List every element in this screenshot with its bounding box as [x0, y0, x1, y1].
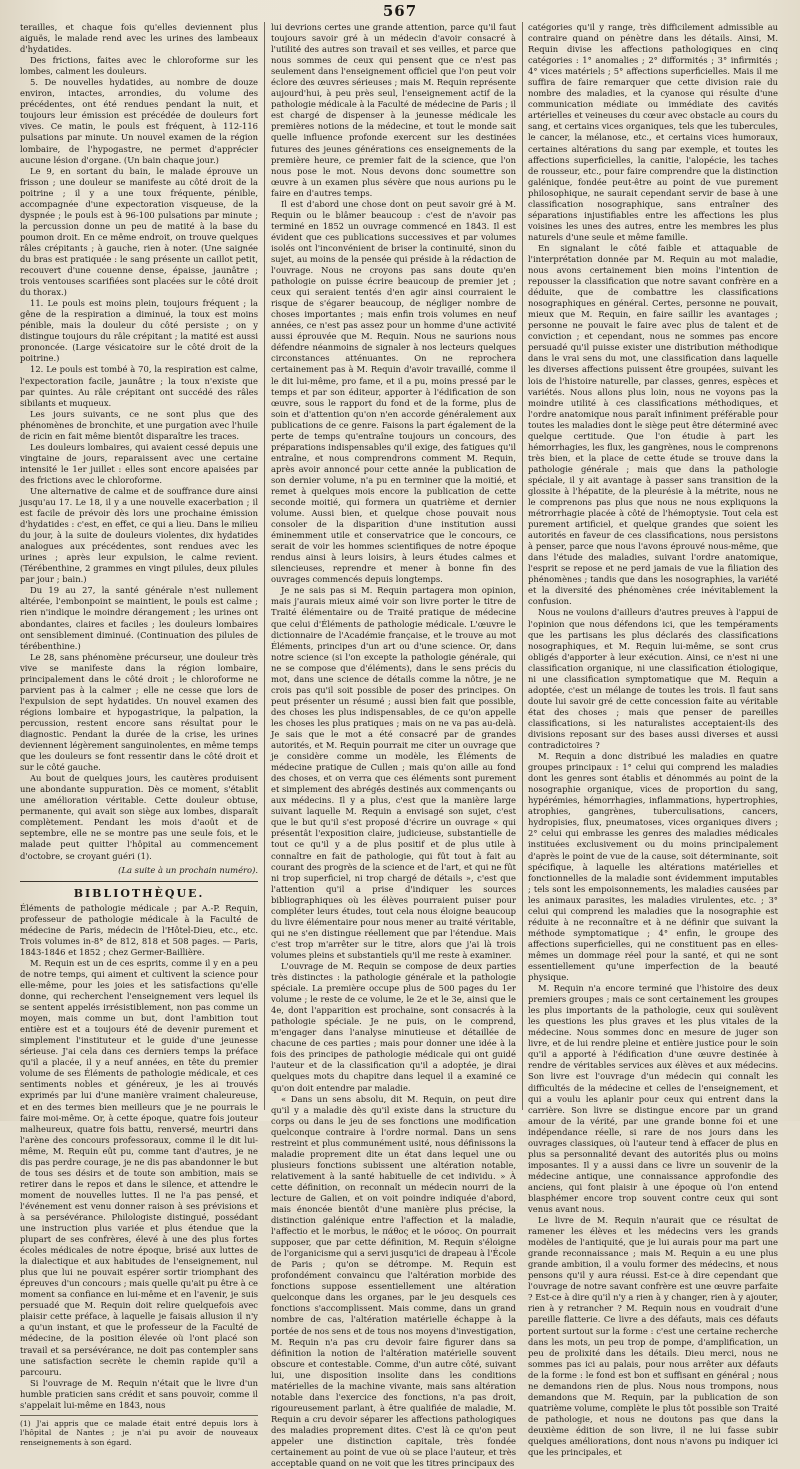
column-3 — [528, 22, 778, 1458]
case-paragraph: terailles, et chaque fois qu'elles deviennent plus aiguës, le malade rend avec les urines des lambeaux d'hydatides. — [20, 22, 258, 55]
continuation-note: (La suite à un prochain numéro). — [118, 864, 258, 875]
review-paragraph: catégories qu'il y range, très difficilement admissible au contraire quand on pénètre dans les détails. Ainsi, M. Requin divise les affections pathologiques en cinq catégories : 1° anomalies ; 2° difformités ; 3° infirmités ; 4° vices matériels ; 5° affections superficielles. Mais il me suffira de faire remarquer que cette division raie du nombre des maladies, et la cyanose qui résulte d'une communication médiate ou immédiate des cavités artérielles et veineuses du cœur avec obstacle au cours du sang, et certains vices organiques, tels que les tubercules, le cancer, la mélanose, etc., et certains vices humoraux, certaines altérations du sang par exemple, et toutes les affections superficielles, la canitie, l'alopécie, les taches de rousseur, etc., pour faire comprendre que la distinction galénique, fondée peut-être au point de vue purement philosophique, ne saurait cependant servir de base à une classification nosographique, sans entraîner des séparations injustifiables entre les affections les plus voisines les unes des autres, entre les membres les plus naturels d'une seule et même famille. — [528, 22, 778, 242]
review-paragraph: Le livre de M. Requin n'aurait que ce résultat de ramener les élèves et les médecins vers les grands modèles de l'antiquité, que je lui aurais pour ma part une grande reconnaissance ; mais M. Requin a eu une plus grande ambition, il a voulu former des médecins, et nous pensons qu'il y aura réussi. Est-ce à dire cependant que l'ouvrage de notre savant confrère est une œuvre parfaite ? Est-ce à dire qu'il n'y a rien à y changer, rien à y ajouter, rien à y retrancher ? M. Requin nous en voudrait d'une pareille flatterie. Ce livre a des défauts, mais ces défauts portent surtout sur la forme : c'est une certaine recherche dans les mots, un peu trop de pompe, d'amplification, un peu de prolixité dans les détails. Dieu merci, nous ne sommes pas ici au palais, pour nous arrêter aux défauts de la forme : le fond est bon et suffisant en général ; nous ne demandons rien de plus. Nous nous trompons, nous demandons que M. Requin, par la publication de son quatrième volume, complète le plus tôt possible son Traité de pathologie, et nous ne doutons pas que dans la deuxième édition de son livre, il ne lui fasse subir quelques améliorations, dont nous n'avons pu indiquer ici que les principales, et — [528, 1215, 778, 1458]
review-paragraph: Si l'ouvrage de M. Requin n'était que le livre d'un humble praticien sans crédit et sans pouvoir, comme il s'appelait lui-même en 1843, nous — [20, 1377, 258, 1410]
case-paragraph: Le 9, en sortant du bain, le malade éprouve un frisson ; une douleur se manifeste au côté droit de la poitrine ; il y a une toux fréquente, pénible, accompagnée d'une expectoration visqueuse, de la dyspnée ; le pouls est à 96-100 pulsations par minute ; la percussion donne un peu de matité à la base du poumon droit. En ce même endroit, on trouve quelques râles crépitants ; à gauche, rien à noter. (Une saignée du bras est pratiquée : le sang présente un caillot petit, recouvert d'une couenne dense, épaisse, jaunâtre ; trois ventouses scarifiées sont placées sur le côté droit du thorax.) — [20, 165, 258, 298]
review-paragraph: M. Requin est un de ces esprits, comme il y en a peu de notre temps, qui aiment et cultivent la science pour elle-même, pour les joies et les satisfactions qu'elle donne, qui recherchent l'enseignement vers lequel ils se sentent appelés irrésistiblement, non pas comme un moyen, mais comme un but, dont l'ambition tout entière est et a toujours été de devenir purement et simplement l'instituteur et le guide d'une jeunesse sérieuse. J'ai cela dans ces derniers temps la préface qu'il a placée, il y a neuf années, en tête du premier volume de ses Éléments de pathologie médicale, et ces sentiments nobles et généreux, je les ai trouvés exprimés par lui d'une manière vraiment chaleureuse, et en des termes bien meilleurs que je ne pourrais le faire moi-même. Or, à cette époque, quatre fois jouteur malheureux, quatre fois battu, renversé, meurtri dans l'arène des concours professoraux, comme il le dit lui-même, M. Requin eût pu, comme tant d'autres, je ne dis pas perdre courage, je ne dis pas abandonner le but de tous ses désirs et de toute son ambition, mais se retirer dans le repos et dans le silence, et attendre le moment de nouvelles luttes. Il ne l'a pas pensé, et l'événement est venu donner raison à ses prévisions et à sa persévérance. Philologiste distingué, possédant une instruction plus variée et plus étendue que la plupart de ses confrères, élevé à une des plus fortes écoles médicales de notre époque, brisé aux luttes de la dialectique et aux habitudes de l'enseignement, nul plus que lui ne pouvait espérer sortir triomphant des épreuves d'un concours ; mais quelle qu'ait pu être à ce moment sa confiance en lui-même et en l'avenir, je suis persuadé que M. Requin doit relire quelquefois avec plaisir cette préface, à laquelle je faisais allusion il n'y a qu'un instant, et que le professeur de la Faculté de médecine, de la position élevée où l'ont placé son travail et sa persévérance, ne doit pas contempler sans une satisfaction secrète le chemin rapide qu'il a parcouru. — [20, 957, 258, 1377]
case-paragraph: Les jours suivants, ce ne sont plus que des phénomènes de bronchite, et une purgation avec l'huile de ricin en fait même bientôt disparaître les traces. — [20, 408, 258, 441]
footnote: (1) J'ai appris que ce malade était entré depuis lors à l'hôpital de Nantes ; je n'ai pu avoir de nouveaux renseignements à son égard. — [20, 1415, 258, 1448]
review-paragraph: M. Requin n'a encore terminé que l'histoire des deux premiers groupes ; mais ce sont certainement les groupes les plus importants de la pathologie, ceux qui soulèvent les questions les plus graves et les plus vitales de la médecine. Nous sommes donc en mesure de juger son livre, et de lui rendre pleine et entière justice pour le soin qu'il a apporté à l'édification d'une œuvre destinée à rendre de véritables services aux élèves et aux médecins. Son livre est l'ouvrage d'un médecin qui connaît les difficultés de la médecine et celles de l'enseignement, et qui a voulu les aplanir pour ceux qui entrent dans la carrière. Son livre se distingue encore par un grand amour de la vérité, par une grande bonne foi et une indépendance réelle, si rare de nos jours dans les ouvrages classiques, où l'auteur tend à effacer de plus en plus sa personnalité devant des autorités plus ou moins imposantes. Il y a aussi dans ce livre un souvenir de la médecine antique, une connaissance approfondie des anciens, qui font plaisir à une époque où l'on entend blasphémer encore trop souvent contre ceux qui sont venus avant nous. — [528, 983, 778, 1215]
case-paragraph: Du 19 au 27, la santé générale n'est nullement altérée, l'embonpoint se maintient, le pouls est calme ; rien n'indique le moindre dérangement ; les urines ont abondantes, claires et faciles ; les douleurs lombaires ont sensiblement diminué. (Continuation des pilules de térébenthine.) — [20, 585, 258, 651]
review-paragraph: M. Requin a donc distribué les maladies en quatre groupes principaux : 1° celui qui comprend les maladies dont les genres sont établis et dénommés au point de la nosographie organique, vices de proportion du sang, hypérémies, hémorrhagies, inflammations, hypertrophies, atrophies, gangrènes, tuberculisations, cancers, hydropisies, flux, pneumatoses, vices organiques divers ; 2° celui qui embrasse les genres des maladies médicales instituées exclusivement ou du moins principalement d'après le point de vue de la cause, soit déterminante, soit spécifique, à laquelle les altérations matérielles et fonctionnelles de la maladie sont évidemment imputables ; tels sont les empoisonnements, les maladies causées par les animaux parasites, les maladies virulentes, etc. ; 3° celui qui comprend les maladies que la nosographie est réduite à ne reconnaître et à ne définir que suivant la méthode symptomatique ; 4° enfin, le groupe des affections superficielles, qui ne constituent pas en elles-mêmes un dommage réel pour la santé, et qui ne sont essentiellement qu'une imperfection de la beauté physique. — [528, 751, 778, 983]
column-rule-left — [264, 22, 265, 1110]
review-paragraph: Nous ne voulons d'ailleurs d'autres preuves à l'appui de l'opinion que nous défendons ici, que les tempéraments que les partisans les plus déclarés des classifications nosographiques, et M. Requin lui-même, se sont crus obligés d'apporter à leur exécution. Ainsi, ce n'est ni une classification organique, ni une classification étiologique, ni une classification symptomatique que M. Requin a adoptée, c'est un mélange de toutes les trois. Il faut sans doute lui savoir gré de cette concession faite au véritable état des choses ; mais que penser de pareilles classifications, si les naturalistes acceptaient-ils des divisions reposant sur des bases aussi diverses et aussi contradictoires ? — [528, 607, 778, 751]
review-heading: Éléments de pathologie médicale ; par A.-P. Requin, professeur de pathologie médicale à la Faculté de médecine de Paris, médecin de l'Hôtel-Dieu, etc., etc. Trois volumes in-8° de 812, 818 et 508 pages. — Paris, 1843-1846 et 1852 ; chez Germer-Baillière. — [20, 902, 258, 957]
review-paragraph: En signalant le côté faible et attaquable de l'interprétation donnée par M. Requin au mot maladie, nous avons certainement bien moins l'intention de repousser la classification que notre savant confrère en a déduite, que de combattre les classifications nosographiques en général. Certes, personne ne pouvait, mieux que M. Requin, en faire saillir les avantages ; personne ne pouvait le faire avec plus de talent et de conviction ; et cependant, nous ne sommes pas encore persuadé qu'il puisse exister une distribution méthodique dans le vrai sens du mot, une classification dans laquelle les diverses affections puissent être groupées, suivant les lois de l'histoire naturelle, par classes, genres, espèces et variétés. Nous allons plus loin, nous ne voyons pas la moindre utilité à ces classifications méthodiques, et l'ordre anatomique nous paraît infiniment préférable pour toutes les maladies dont le siège peut être déterminé avec quelque certitude. Que l'on étudie à part les hémorrhagies, les flux, les gangrènes, nous le comprenons très bien, et la place de cette étude se trouve dans la pathologie générale ; mais que dans la pathologie spéciale, il y ait avantage à passer sans transition de la glossite à l'hépatite, de la pleurésie à la métrite, nous ne le comprenons pas plus que nous ne nous expliquons la métrorrhagie placée à côté de l'hémoptysie. Tout cela est purement artificiel, et quelque grandes que soient les autorités en faveur de ces classifications, nous persistons à penser, parce que nous l'avons éprouvé nous-même, que dans l'étude des maladies, suivant l'ordre anatomique, l'esprit se repose et ne perd jamais de vue la filiation des phénomènes ; tandis que dans les nosographies, la variété et la diversité des phénomènes crée inévitablement la confusion. — [528, 242, 778, 607]
review-paragraph: « Dans un sens absolu, dit M. Requin, on peut dire qu'il y a maladie dès qu'il existe dans la structure du corps ou dans le jeu de ses fonctions une modification quelconque contraire à l'ordre normal. Dans un sens restreint et plus communément usité, nous définissons la maladie proprement dite un état dans lequel une ou plusieurs fonctions subissent une altération notable, relativement à la santé habituelle de cet individu. » À cette définition, on reconnaît un médecin nourri de la lecture de Galien, et on voit poindre indiquée d'abord, mais énoncée bientôt d'une manière plus précise, la distinction galénique entre l'affection et la maladie, l'affectio et le morbus, le πάθος et le νόσος. On pourrait supposer, que par cette définition, M. Requin s'éloigne de l'organicisme qui a servi jusqu'ici de drapeau à l'École de Paris ; qu'on se détrompe. M. Requin est profondément convaincu que l'altération morbide des fonctions suppose essentiellement une altération quelconque dans les organes, par le jeu desquels ces fonctions s'accomplissent. Mais comme, dans un grand nombre de cas, l'altération matérielle échappe à la portée de nos sens et de tous nos moyens d'investigation, M. Requin n'a pas cru devoir faire figurer dans sa définition la notion de l'altération matérielle souvent obscure et contestable. Comme, d'un autre côté, suivant lui, une disposition insolite dans les conditions matérielles de la machine vivante, mais sans altération notable dans l'exercice des fonctions, n'a pas droit, rigoureusement parlant, à être qualifiée de maladie, M. Requin a cru devoir séparer les affections pathologiques des maladies proprement dites. C'est là ce qu'on peut appeler une distinction capitale, très fondée certainement au point de vue où se place l'auteur, et très acceptable quand on ne voit que les titres principaux des — [271, 1093, 516, 1469]
review-paragraph: Il est d'abord une chose dont on peut savoir gré à M. Requin ou le blâmer beaucoup : c'est de n'avoir pas terminé en 1852 un ouvrage commencé en 1843. Il est évident que ces publications successives et par volumes isolés ont l'inconvénient de briser la continuité, sinon du sujet, au moins de la pensée qui préside à la rédaction de l'ouvrage. Nous ne croyons pas sans doute qu'en pathologie on puisse écrire beaucoup de premier jet ; ceux qui seraient tentés d'en agir ainsi courraient le risque de s'égarer beaucoup, de négliger nombre de choses importantes ; mais enfin trois volumes en neuf années, ce n'est pas assez pour un homme d'une activité aussi éprouvée que M. Requin. Nous ne saurions nous défendre néanmoins de signaler à nos lecteurs quelques circonstances atténuantes. On ne reprochera certainement pas à M. Requin d'avoir travaillé, comme il le dit lui-même, pro fame, et il a pu, moins pressé par le temps et par son éditeur, apporter à l'édification de son œuvre, sous le rapport du fond et de la forme, plus de soin et d'attention qu'on n'en accorde généralement aux publications de ce genre. Faisons la part également de la perte de temps qu'entraîne toujours un concours, des préparations indispensables qu'il exige, des fatigues qu'il entraîne, et nous comprendrons comment M. Requin, après avoir annoncé pour cette année la publication de son dernier volume, n'a pu en terminer que la moitié, et remet à quelques mois encore la publication de cette seconde moitié, qui formera un quatrième et dernier volume. Aussi bien, et quelque chose pouvait nous consoler de la disparition d'une institution aussi éminemment utile et conservatrice que le concours, ce serait de voir les hommes scientifiques de notre époque rendus ainsi à leurs loisirs, à leurs études calmes et silencieuses, reprendre et mener à bonne fin des ouvrages commencés depuis longtemps. — [271, 198, 516, 585]
column-1 — [20, 22, 259, 1447]
review-paragraph: L'ouvrage de M. Requin se compose de deux parties très distinctes : la pathologie générale et la pathologie spéciale. La première occupe plus de 500 pages du 1er volume ; le reste de ce volume, le 2e et le 3e, ainsi que le 4e, dont l'apparition est prochaine, sont consacrés à la pathologie spéciale. Je ne puis, on le comprend, m'engager dans l'analyse minutieuse et détaillée de chacune de ces parties ; mais pour donner une idée à la fois des principes de pathologie médicale qui ont guidé l'auteur et de la classification qu'il a adoptée, je dirai quelques mots du chapitre dans lequel il a examiné ce qu'on doit entendre par maladie. — [271, 960, 516, 1093]
column-2 — [271, 22, 516, 1469]
case-paragraph: 5. De nouvelles hydatides, au nombre de douze environ, intactes, arrondies, du volume des précédentes, ont été rendues pendant la nuit, et toujours leur émission est précédée de douleurs fort vives. Ce matin, le pouls est fréquent, à 112-116 pulsations par minute. Un nouvel examen de la région lombaire, de l'hypogastre, ne permet d'apprécier aucune lésion d'organe. (Un bain chaque jour.) — [20, 77, 258, 165]
case-paragraph: 11. Le pouls est moins plein, toujours fréquent ; la gêne de la respiration a diminué, la toux est moins pénible, mais la douleur du côté persiste ; on y distingue toujours du râle crépitant ; la matité est aussi prononcée. (Large vésicatoire sur le côté droit de la poitrine.) — [20, 298, 258, 364]
review-paragraph: Je ne sais pas si M. Requin partagera mon opinion, mais j'aurais mieux aimé voir son livre porter le titre de Traité élémentaire ou de Traité pratique de médecine que celui d'Éléments de pathologie médicale. L'œuvre le dictionnaire de l'Académie française, et le trouve au mot Éléments, principes d'un art ou d'une science. Or, dans notre science (si l'on excepte la pathologie générale, qui ne se compose que d'éléments), dans le sens précis du mot, dans une science de détails comme la nôtre, je ne crois pas qu'il soit possible de poser des principes. On peut présenter un résumé ; aussi bien fait que possible, des choses les plus indispensables, de ce qu'on appelle les choses les plus pratiques ; mais on ne va pas au-delà. Je sais que le mot a été consacré par de grandes autorités, et M. Requin pourrait me citer un ouvrage que je considère comme un modèle, les Éléments de médecine pratique de Cullen ; mais qu'on aille au fond des choses, et on verra que ces éléments sont purement et simplement des abrégés destinés aux commençants ou aux médecins. Il y a plus, c'est que la manière large suivant laquelle M. Requin a envisagé son sujet, c'est que le but qu'il s'est proposé d'écrire un ouvrage « qui présentât l'exposition claire, judicieuse, substantielle de tout ce qu'il y a de plus positif et de plus utile à connaître en fait de pathologie, qui fût tout à fait au courant des progrès de la science et de l'art, et qui ne fût ni trop superficiel, ni trop chargé de détails », c'est que l'attention qu'il a prise d'indiquer les sources bibliographiques où les élèves pourraient puiser pour compléter leurs études, tout cela nous éloigne beaucoup du livre élémentaire pour nous mener au traité véritable, qui ne s'en distingue réellement que par l'étendue. Mais c'est trop m'arrêter sur le titre, alors que j'ai là trois volumes pleins et substantiels qu'il me reste à examiner. — [271, 585, 516, 960]
case-paragraph: Une alternative de calme et de souffrance dure ainsi jusqu'au 17. Le 18, il y a une nouvelle exacerbation ; il est facile de prévoir dès lors une prochaine émission d'hydatides : c'est, en effet, ce qui a lieu. Dans le milieu du jour, à la suite de douleurs violentes, dix hydatides analogues aux précédentes, sont rendues avec les urines ; après leur expulsion, le calme revient. (Térébenthine, 2 grammes en vingt pilules, deux pilules par jour ; bain.) — [20, 485, 258, 585]
page-number: 567 — [382, 2, 418, 20]
case-paragraph: Le 28, sans phénomène précurseur, une douleur très vive se manifeste dans la région lombaire, principalement dans le côté droit ; le chloroforme ne parvient pas à la calmer ; elle ne cesse que lors de l'expulsion de sept hydatides. Un nouvel examen des régions lombaire et hypogastrique, la palpation, la percussion, restent encore sans résultat pour le diagnostic. Pendant la durée de la crise, les urines deviennent légèrement sanguinolentes, en même temps que les douleurs se font ressentir dans le côté droit et sur le côté gauche. — [20, 651, 259, 773]
column-rule-right — [522, 22, 523, 1110]
case-paragraph: Au bout de quelques jours, les cautères produisent une abondante suppuration. Dès ce moment, s'établit une amélioration véritable. Cette douleur obtuse, permanente, qui avait son siège aux lombes, disparaît complètement. Pendant les mois d'août et de septembre, elle ne se montre pas une seule fois, et le malade peut quitter l'hôpital au commencement d'octobre, se croyant guéri (1). — [20, 773, 258, 861]
case-paragraph: Des frictions, faites avec le chloroforme sur les lombes, calment les douleurs. — [20, 55, 258, 77]
section-title: BIBLIOTHÈQUE. — [73, 886, 205, 900]
case-paragraph: 12. Le pouls est tombé à 70, la respiration est calme, l'expectoration facile, jaunâtre ; la toux n'existe que par quintes. Au râle crépitant ont succédé des râles sibilants et muqueux. — [20, 364, 258, 408]
review-paragraph: lui devrions certes une grande attention, parce qu'il faut toujours savoir gré à un médecin d'avoir consacré à l'utilité des autres son travail et ses veilles, et parce que nous sommes de ceux qui pensent que ce n'est pas seulement dans l'enseignement officiel que l'on peut voir éclore des œuvres sérieuses ; mais M. Requin représente aujourd'hui, à peu près seul, l'enseignement actif de la pathologie médicale à la Faculté de médecine de Paris ; il est chargé de dispenser à la jeunesse médicale les premières notions de la médecine, et tout le monde sait quelle influence profonde exercent sur les destinées futures des jeunes générations ces enseignements de la première heure, ce premier fait de la science, que l'on nous pose le mot. Nous devons donc soumettre son œuvre à un examen plus sévère que nous aurions pu le faire en d'autres temps. — [271, 22, 516, 198]
case-paragraph: Les douleurs lombaires, qui avaient cessé depuis une vingtaine de jours, reparaissent avec une certaine intensité le 1er juillet : elles sont encore apaisées par des frictions avec le chloroforme. — [20, 441, 258, 485]
section-divider — [20, 881, 258, 882]
